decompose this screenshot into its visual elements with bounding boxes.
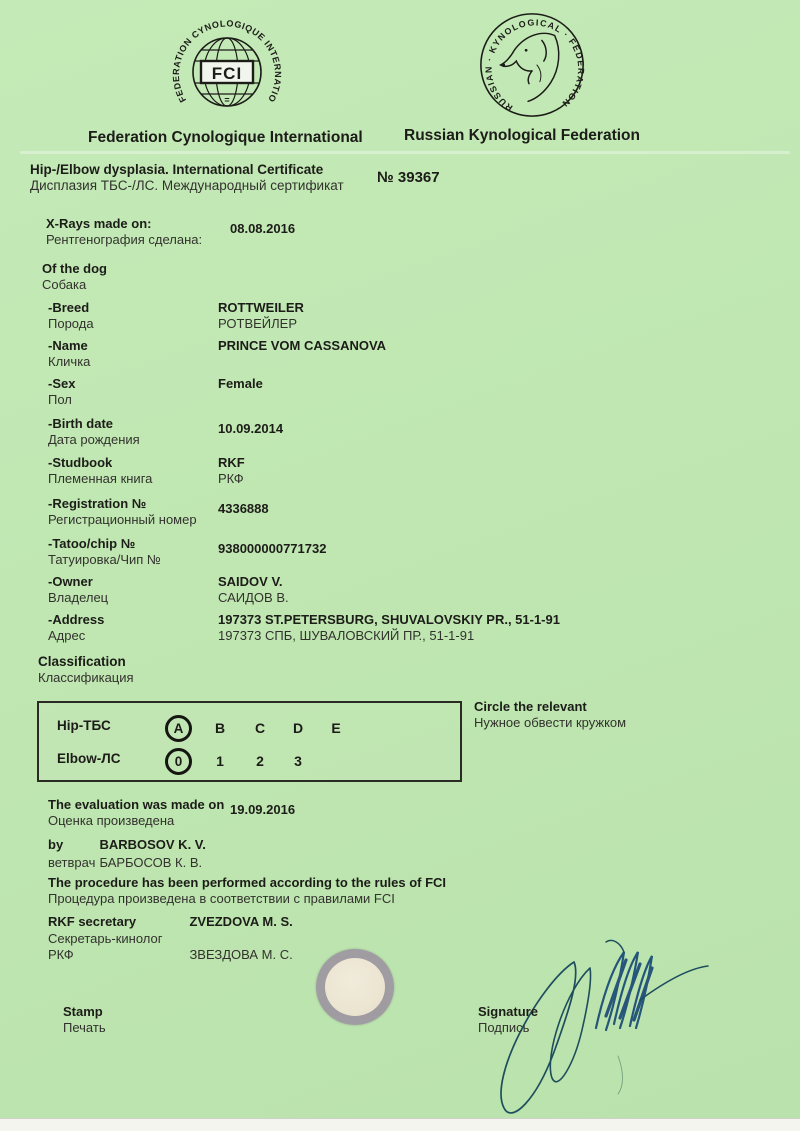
classification-heading <box>38 654 134 686</box>
evaluation-date-row <box>48 797 770 829</box>
hip-option-e: E <box>331 720 341 736</box>
field-label-en: -Tatoo/chip № <box>48 536 136 551</box>
certificate-title-ru: Дисплазия ТБС-/ЛС. Международный сертификат <box>30 178 344 193</box>
field-label-ru: Пол <box>48 392 72 407</box>
scan-streak <box>20 151 790 154</box>
evaluation-by-label-ru: ветврач <box>48 855 96 870</box>
hip-option-c: C <box>254 720 266 736</box>
procedure-statement-ru: Процедура произведена в соответствии с правилами FCI <box>48 891 395 906</box>
certificate-title-block <box>30 162 344 194</box>
field-row-tatoo-chip <box>48 536 770 568</box>
header-right-title: Russian Kynological Federation <box>404 127 640 144</box>
classification-box <box>37 701 462 782</box>
field-value-en: Female <box>218 376 263 391</box>
field-value-ru: САИДОВ В. <box>218 590 289 605</box>
dog-heading-ru: Собака <box>42 277 87 292</box>
certificate-number-value: 39367 <box>397 169 440 186</box>
field-label-en: -Registration № <box>48 496 147 511</box>
secretary-row <box>48 913 293 964</box>
field-label-en: -Address <box>48 612 105 627</box>
field-label-ru: Дата рождения <box>48 432 140 447</box>
hip-option-d: D <box>292 720 304 736</box>
secretary-label-en: RKF secretary <box>48 914 137 929</box>
xray-row <box>46 216 770 248</box>
circle-note <box>474 699 626 731</box>
certificate-number-prefix: № <box>377 169 394 186</box>
field-value-en: 10.09.2014 <box>218 421 284 436</box>
evaluation-date: 19.09.2016 <box>230 802 296 817</box>
secretary-name-en: ZVEZDOVA M. S. <box>189 914 293 929</box>
field-value-en: PRINCE VOM CASSANOVA <box>218 338 387 353</box>
evaluation-vet-en: BARBOSOV K. V. <box>99 837 206 852</box>
certificate-title-en: Hip-/Elbow dysplasia. International Certificate <box>30 162 324 177</box>
field-label-ru: Адрес <box>48 628 86 643</box>
field-row-breed <box>48 300 770 332</box>
circle-note-en: Circle the relevant <box>474 699 587 714</box>
svg-text:FEDERATION CYNOLOGIQUE INTERNA <box>159 0 283 104</box>
field-label-en: -Breed <box>48 300 90 315</box>
dog-section-heading <box>42 261 107 293</box>
field-row-sex <box>48 376 770 408</box>
field-label-ru: Татуировка/Чип № <box>48 552 161 567</box>
certificate-number <box>377 170 440 186</box>
procedure-statement <box>48 875 446 907</box>
rkf-ring-text: RUSSIAN · KYNOLOGICAL · FEDERATION · <box>483 17 587 115</box>
field-row-birth-date <box>48 416 770 448</box>
classification-heading-en: Classification <box>38 654 126 669</box>
field-label-en: -Studbook <box>48 455 113 470</box>
field-value-en: ROTTWEILER <box>218 300 304 315</box>
stamp-label-ru: Печать <box>63 1020 106 1035</box>
signature-label <box>478 1004 538 1036</box>
field-label-ru: Владелец <box>48 590 109 605</box>
field-row-name <box>48 338 770 370</box>
field-label-en: -Birth date <box>48 416 113 431</box>
procedure-statement-en: The procedure has been performed according to the rules of FCI <box>48 875 447 890</box>
stamp-label <box>63 1004 106 1036</box>
field-label-en: -Sex <box>48 376 76 391</box>
field-label-en: -Name <box>48 338 88 353</box>
fci-ring-text: FEDERATION CYNOLOGIQUE INTERNATIONALE <box>159 0 284 105</box>
evaluation-made-on-ru: Оценка произведена <box>48 813 175 828</box>
field-label-ru: Племенная книга <box>48 471 153 486</box>
field-row-registration <box>48 496 770 528</box>
field-value-en: RKF <box>218 455 245 470</box>
rkf-dog-head-icon <box>501 33 559 101</box>
field-label-ru: Регистрационный номер <box>48 512 197 527</box>
field-value-ru: 197373 СПБ, ШУВАЛОВСКИЙ ПР., 51-1-91 <box>218 628 475 643</box>
field-label-ru: Порода <box>48 316 94 331</box>
rkf-logo <box>468 6 596 122</box>
field-value-en: 4336888 <box>218 501 269 516</box>
header-left-title: Federation Cynologique International <box>88 129 363 146</box>
elbow-option-1: 1 <box>216 753 224 769</box>
evaluation-by-label-en: by <box>48 837 64 852</box>
signature-label-en: Signature <box>478 1004 538 1019</box>
stamp-seal <box>316 949 394 1025</box>
fci-center-text: FCI <box>211 64 243 83</box>
hip-row-label: Hip-ТБС <box>57 718 111 733</box>
scan-edge <box>0 1118 800 1131</box>
signature-label-ru: Подпись <box>478 1020 530 1035</box>
fci-logo <box>159 0 291 126</box>
secretary-label-ru: Секретарь-кинолог РКФ <box>48 931 163 962</box>
field-label-ru: Кличка <box>48 354 91 369</box>
xray-label-ru: Рентгенография сделана: <box>46 232 203 247</box>
field-value-en: SAIDOV V. <box>218 574 283 589</box>
elbow-option-0-selected: 0 <box>165 748 192 775</box>
hip-option-a-selected: A <box>165 715 192 742</box>
field-value-ru: РОТВЕЙЛЕР <box>218 316 297 331</box>
elbow-option-2: 2 <box>256 753 264 769</box>
evaluation-vet-ru: БАРБОСОВ К. В. <box>99 855 203 870</box>
xray-label-en: X-Rays made on: <box>46 216 152 231</box>
circle-note-ru: Нужное обвести кружком <box>474 715 627 730</box>
field-row-address <box>48 612 770 644</box>
xray-value: 08.08.2016 <box>230 221 296 236</box>
field-label-en: -Owner <box>48 574 93 589</box>
dog-heading-en: Of the dog <box>42 261 107 276</box>
evaluation-by-row <box>48 836 206 872</box>
field-value-en: 197373 ST.PETERSBURG, SHUVALOVSKIY PR., 51-1-91 <box>218 612 560 627</box>
field-row-studbook <box>48 455 770 487</box>
hip-option-b: B <box>214 720 226 736</box>
evaluation-made-on-en: The evaluation was made on <box>48 797 225 812</box>
field-value-en: 938000000771732 <box>218 541 327 556</box>
classification-heading-ru: Классификация <box>38 670 134 685</box>
field-value-ru: РКФ <box>218 471 244 486</box>
elbow-option-3: 3 <box>294 753 302 769</box>
stamp-label-en: Stamp <box>63 1004 103 1019</box>
elbow-row-label: Elbow-ЛС <box>57 751 121 766</box>
secretary-name-ru: ЗВЕЗДОВА М. С. <box>189 947 293 962</box>
svg-text:=: = <box>224 95 230 105</box>
field-row-owner <box>48 574 770 606</box>
